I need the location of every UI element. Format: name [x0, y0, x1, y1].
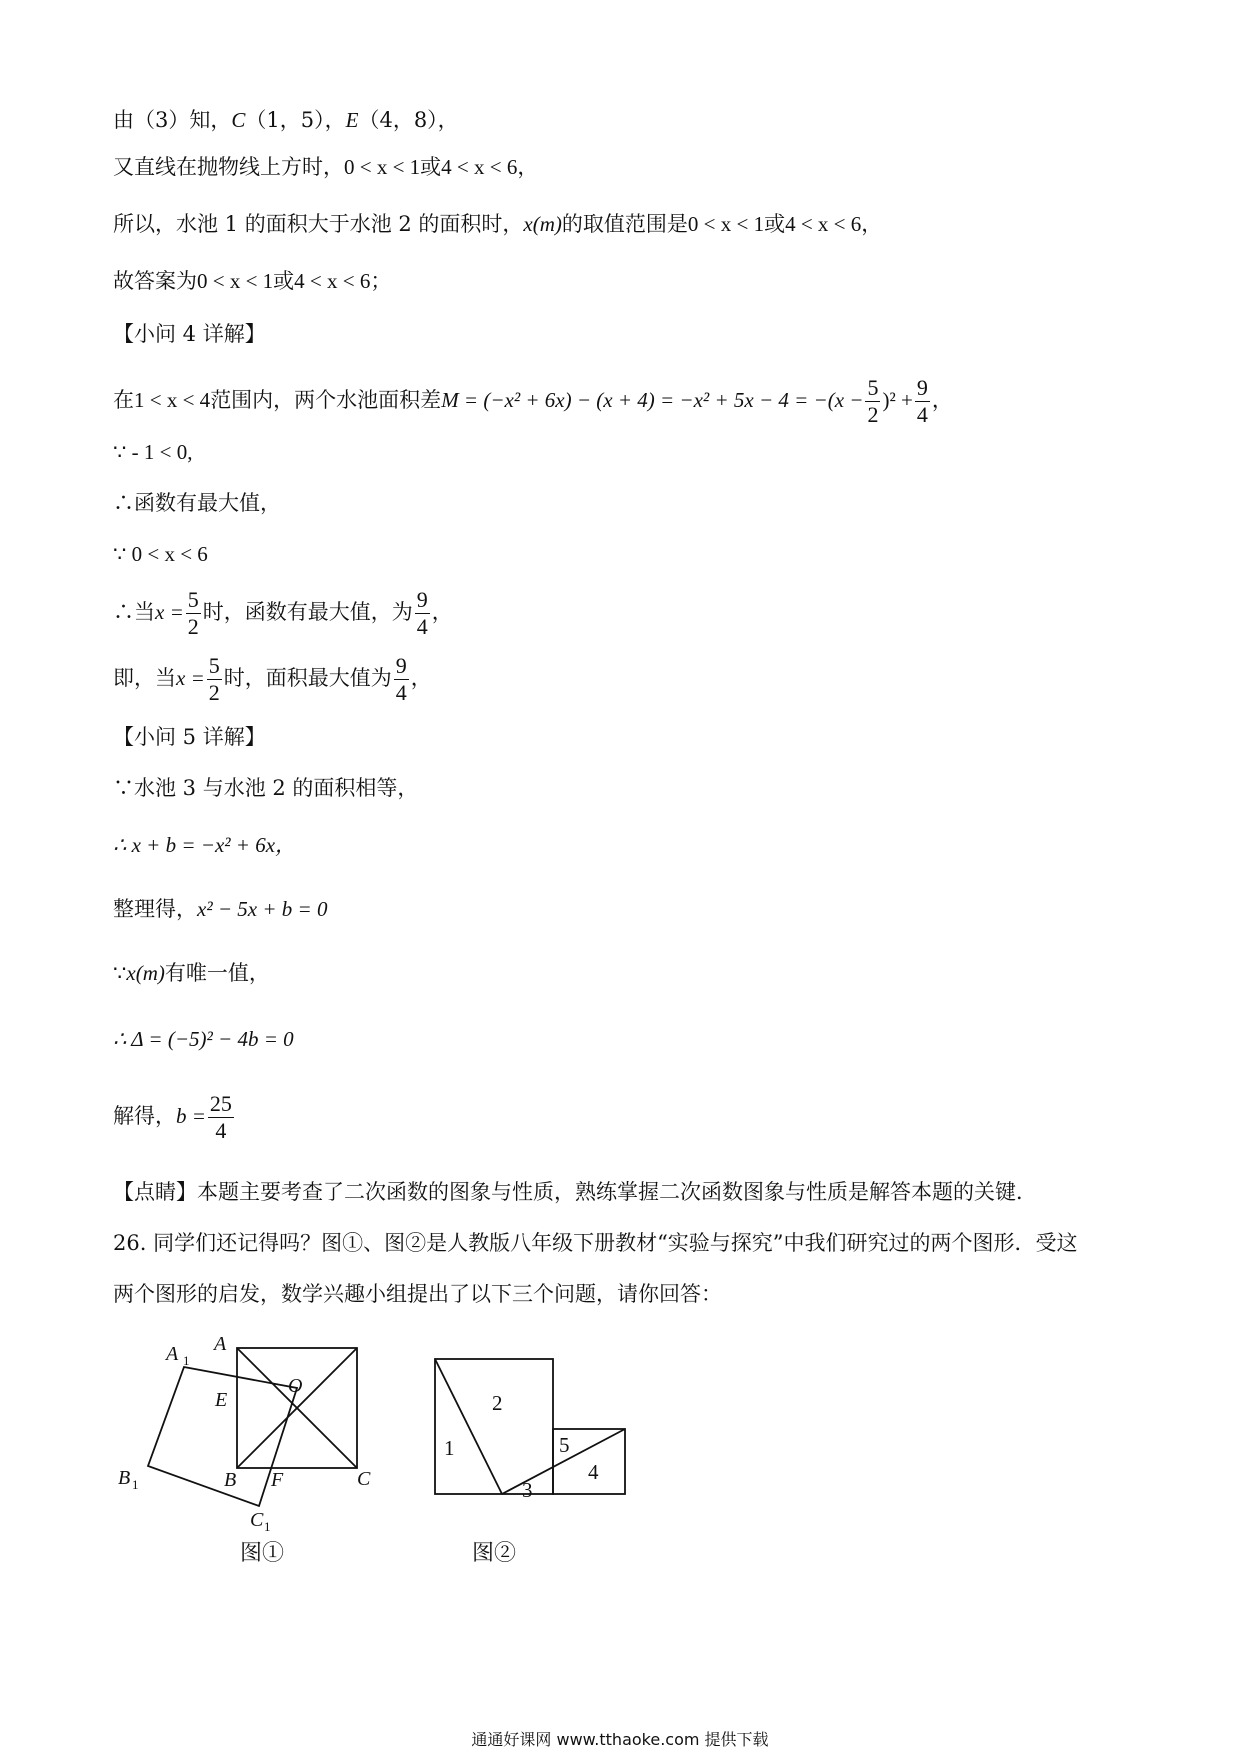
text-line-4: 故答案为0 < x < 1或4 < x < 6；: [113, 269, 392, 293]
text-line-18: 解得，b = $\frac{25}{4}$: [113, 1091, 232, 1143]
label-C1: C: [250, 1509, 264, 1531]
problem-26-line-1: 26. 同学们还记得吗？图①、图②是人教版八年级下册教材“实验与探究”中我们研究过的两个图形．受这: [113, 1231, 1078, 1255]
text-line-15: 整理得，x² − 5x + b = 0: [113, 897, 328, 921]
text-line-7: ∵ - 1 < 0,: [113, 440, 193, 464]
label-A1-sub: 1: [183, 1353, 190, 1368]
text-line-11: 即，当x = $\frac{5}{2}$ 时，面积最大值为 $\frac{9}{4}$ ，: [113, 653, 432, 705]
footer-watermark: 通通好课网 www.tthaoke.com 提供下载: [471, 1730, 769, 1749]
label-O: O: [288, 1375, 303, 1397]
text-line-14: ∴ x + b = −x² + 6x，: [113, 833, 297, 857]
label-B1: B: [118, 1467, 131, 1489]
region-label-5: 5: [559, 1433, 570, 1457]
problem-26-line-2: 两个图形的启发，数学兴趣小组提出了以下三个问题，请你回答：: [113, 1282, 722, 1306]
figure-1-rotated-squares: [100, 1320, 420, 1565]
label-C1-sub: 1: [264, 1519, 271, 1534]
text-line-3: 所以，水池 1 的面积大于水池 2 的面积时，x(m)的取值范围是0 < x < 1或4 < x < 6，: [113, 212, 883, 236]
text-line-9: ∵ 0 < x < 6: [113, 542, 208, 566]
text-line-2: 又直线在抛物线上方时，0 < x < 1或4 < x < 6，: [113, 155, 539, 179]
label-C: C: [357, 1468, 371, 1490]
label-F: F: [271, 1469, 284, 1491]
fraction-5-2: $\frac{5}{2}$: [867, 375, 879, 427]
fraction-9-4: $\frac{9}{4}$: [916, 375, 928, 427]
text-line-16: ∵x(m)有唯一值，: [113, 961, 270, 985]
label-E: E: [215, 1389, 228, 1411]
figure-2-caption: 图②: [472, 1541, 517, 1565]
region-label-2: 2: [492, 1391, 503, 1415]
fraction-9-4: $\frac{9}{4}$: [395, 653, 407, 705]
text-line-13: ∵水池 3 与水池 2 的面积相等，: [113, 776, 419, 800]
fraction-5-2: $\frac{5}{2}$: [187, 587, 199, 639]
region-label-1: 1: [444, 1436, 455, 1460]
fraction-5-2: $\frac{5}{2}$: [208, 653, 220, 705]
region-label-4: 4: [588, 1460, 599, 1484]
fraction-9-4: $\frac{9}{4}$: [416, 587, 428, 639]
text-line-8: ∴函数有最大值，: [113, 491, 281, 515]
section-heading-q4: 【小问 4 详解】: [113, 322, 266, 346]
region-label-3: 3: [522, 1478, 533, 1502]
fraction-25-4: $\frac{25}{4}$: [209, 1091, 232, 1143]
text-line-1: 由（3）知，C（1，5），E（4，8），: [113, 108, 459, 132]
figure-1-caption: 图①: [240, 1541, 285, 1565]
label-B1-sub: 1: [132, 1477, 139, 1492]
text-line-10: ∴当x = $\frac{5}{2}$ 时，函数有最大值，为 $\frac{9}{4}$ ，: [113, 587, 453, 639]
section-heading-q5: 【小问 5 详解】: [113, 725, 266, 749]
figure-2-tiled-squares: [420, 1355, 640, 1565]
text-line-6: 在1 < x < 4范围内，两个水池面积差M = (−x² + 6x) − (x + 4) = −x² + 5x − 4 = −(x − $\frac{5}{2}$ )² + $\frac{9}{4}$ ，: [113, 375, 953, 427]
text-line-17: ∴ Δ = (−5)² − 4b = 0: [113, 1027, 294, 1051]
label-A1: A: [166, 1343, 179, 1365]
label-A: A: [214, 1333, 227, 1355]
label-B: B: [224, 1469, 237, 1491]
comment-paragraph: 【点睛】本题主要考查了二次函数的图象与性质，熟练掌握二次函数图象与性质是解答本题的关键．: [113, 1180, 1037, 1204]
